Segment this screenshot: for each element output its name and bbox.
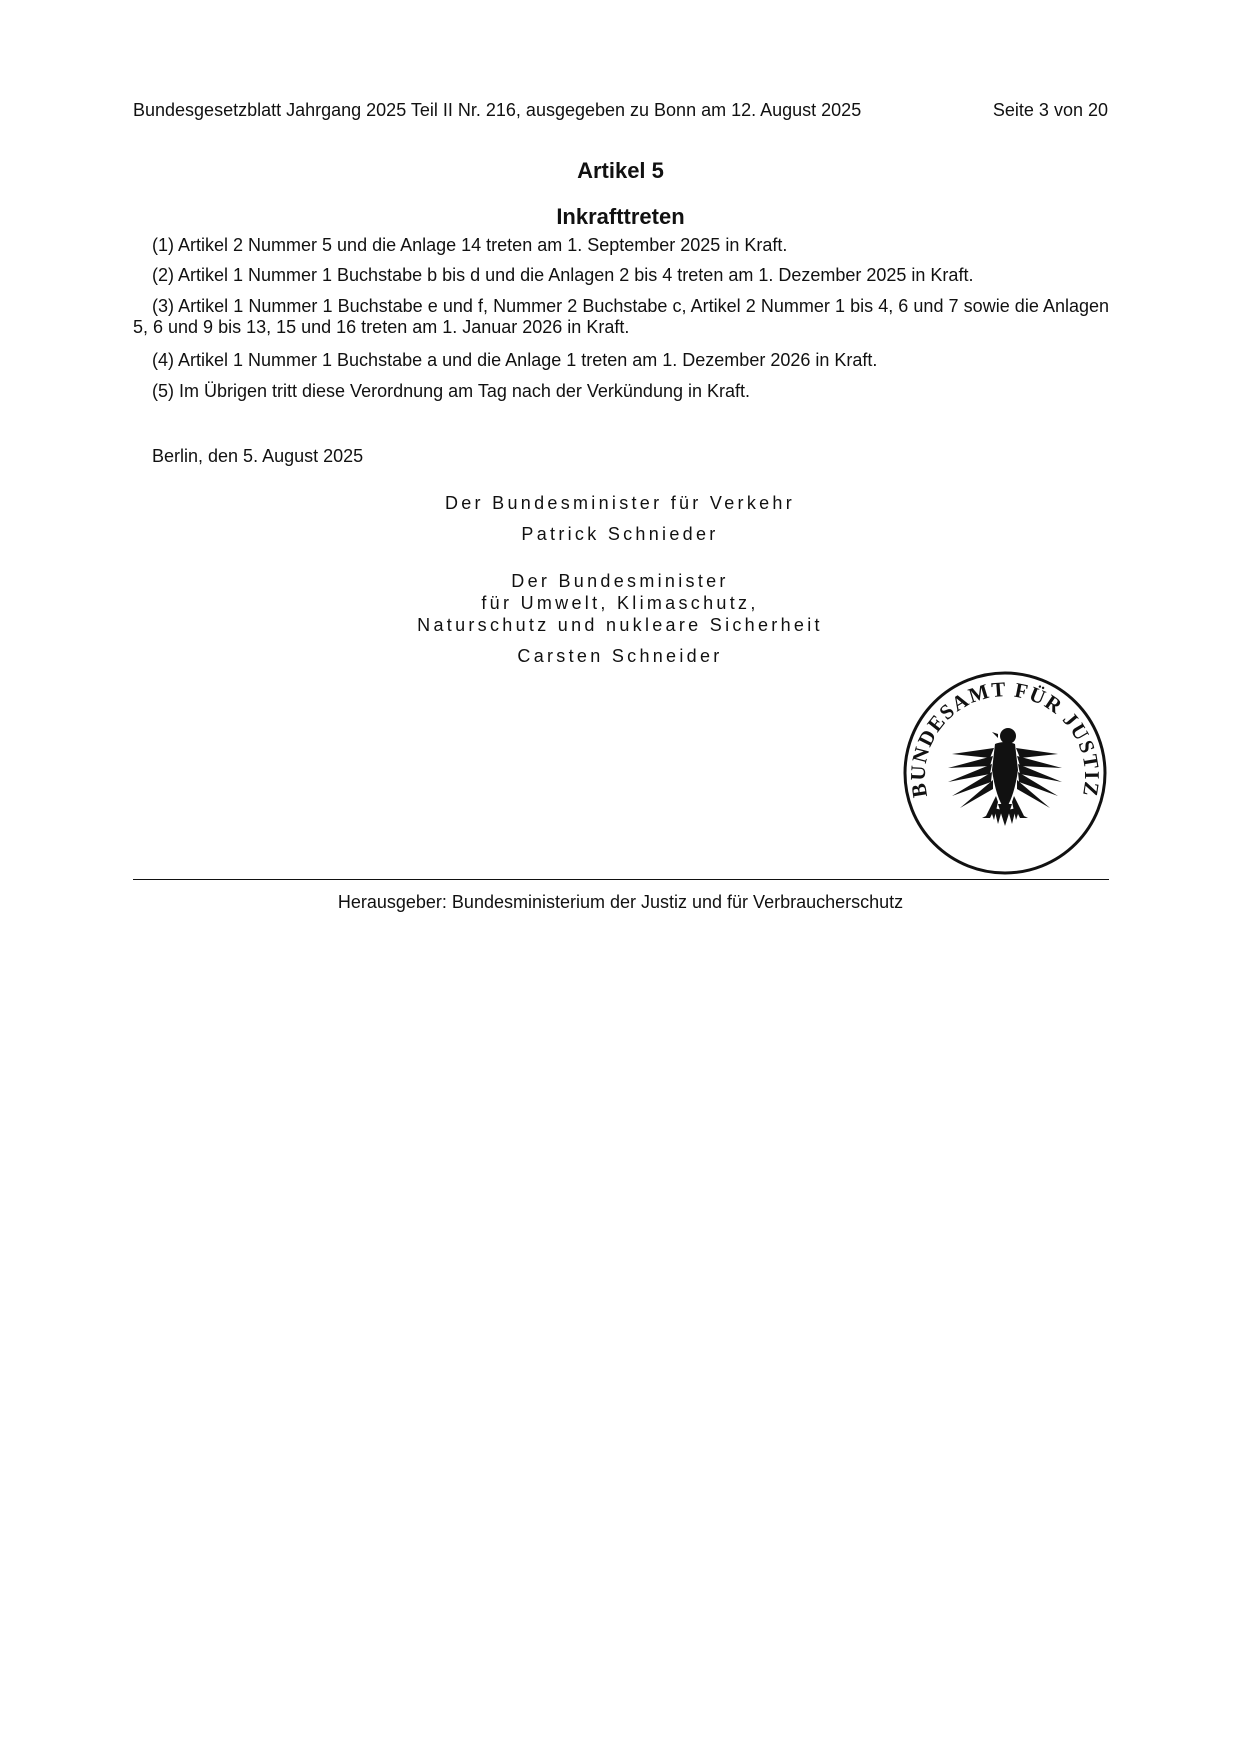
paragraph-text: (1) Artikel 2 Nummer 5 und die Anlage 14 treten am 1. September 2025 in Kraft. xyxy=(152,235,788,255)
signature-name-2: Carsten Schneider xyxy=(517,646,723,666)
place-date: Berlin, den 5. August 2025 xyxy=(152,446,364,466)
gazette-title: Bundesgesetzblatt Jahrgang 2025 Teil II Nr. 216, ausgegeben zu Bonn am 12. August 2025 xyxy=(133,100,862,120)
paragraph-text: (2) Artikel 1 Nummer 1 Buchstabe b bis d und die Anlagen 2 bis 4 treten am 1. Dezember 2025 in Kraft. xyxy=(152,265,974,285)
paragraph-text: (4) Artikel 1 Nummer 1 Buchstabe a und die Anlage 1 treten am 1. Dezember 2026 in Kraft. xyxy=(152,350,878,370)
article-number: Artikel 5 xyxy=(577,158,664,183)
page-number: Seite 3 von 20 xyxy=(992,100,1108,120)
paragraph-5 xyxy=(133,381,1109,402)
footer-divider xyxy=(133,879,1109,880)
signature-office-1: Der Bundesminister für Verkehr xyxy=(444,493,796,513)
paragraph-text: (5) Im Übrigen tritt diese Verordnung am Tag nach der Verkündung in Kraft. xyxy=(152,381,750,401)
signature-office-2-line-1: Der Bundesminister xyxy=(511,571,729,591)
article-title: Inkrafttreten xyxy=(556,204,685,229)
paragraph-text: (3) Artikel 1 Nummer 1 Buchstabe e und f, Nummer 2 Buchstabe c, Artikel 2 Nummer 1 bis 4, 6 und 7 sowie die Anlagen 5, 6 und 9 bis 13, 15 und 16 treten am 1. Januar 2026 in Kraft. xyxy=(133,296,1109,337)
signature-office-2-line-3: Naturschutz und nukleare Sicherheit xyxy=(417,615,823,635)
seal-graphic xyxy=(902,670,1108,876)
paragraph-2 xyxy=(133,265,1109,286)
signature-name-1: Patrick Schnieder xyxy=(521,524,719,544)
signature-office-2-line-2: für Umwelt, Klimaschutz, xyxy=(481,593,759,613)
publisher-footer: Herausgeber: Bundesministerium der Justiz und für Verbraucherschutz xyxy=(337,892,904,912)
paragraph-3 xyxy=(133,296,1109,338)
paragraph-4 xyxy=(133,350,1109,371)
official-seal xyxy=(902,670,1108,876)
seal-text: BUNDESAMT FÜR JUSTIZ xyxy=(905,677,1105,800)
paragraph-1 xyxy=(133,235,1109,256)
